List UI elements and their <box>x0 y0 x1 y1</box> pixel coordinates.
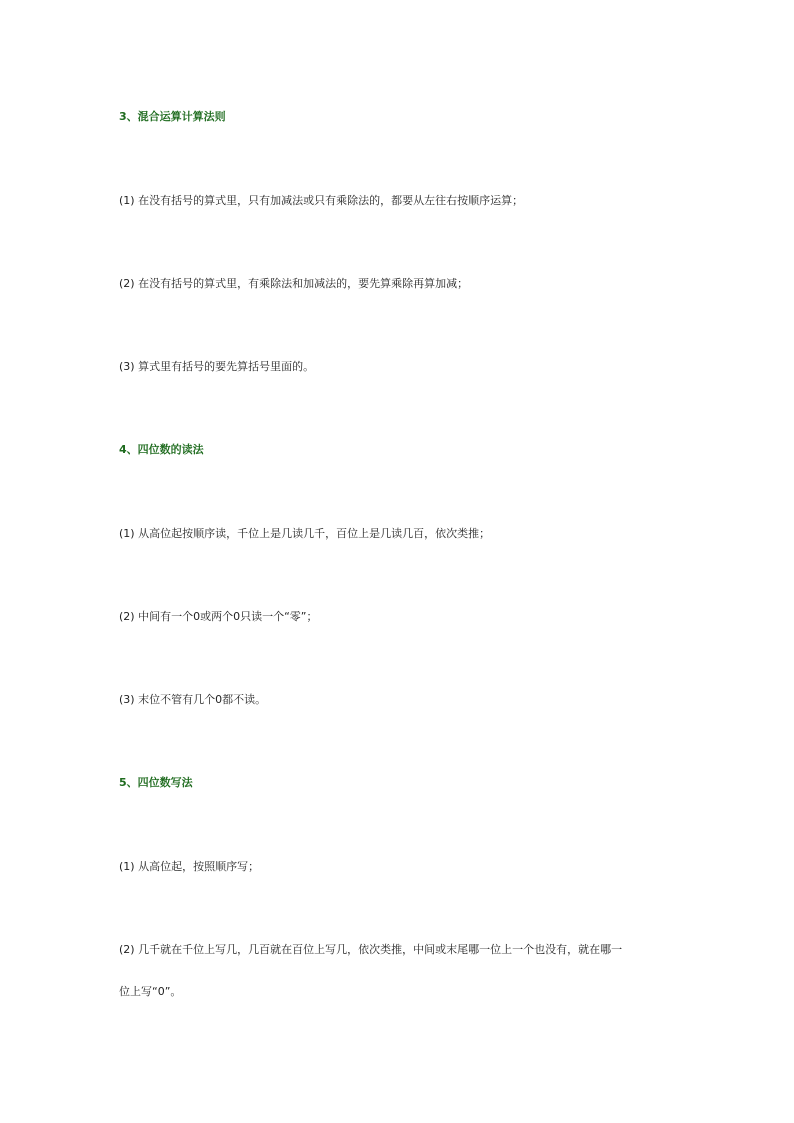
section-3-heading: 3、混合运算计算法则 <box>119 110 226 123</box>
section-5-item-2: (2) 几千就在千位上写几，几百就在百位上写几，依次类推，中间或末尾哪一位上一个也没有，就在哪一 <box>119 943 623 956</box>
section-4-item-2: (2) 中间有一个0或两个0只读一个“零”； <box>119 610 318 623</box>
section-3-item-3: (3) 算式里有括号的要先算括号里面的。 <box>119 360 315 373</box>
section-3-item-2: (2) 在没有括号的算式里，有乘除法和加减法的，要先算乘除再算加减； <box>119 277 469 290</box>
section-3-item-1: (1) 在没有括号的算式里，只有加减法或只有乘除法的，都要从左往右按顺序运算； <box>119 194 524 207</box>
section-4-item-1: (1) 从高位起按顺序读，千位上是几读几千，百位上是几读几百，依次类推； <box>119 527 491 540</box>
section-4-item-3: (3) 末位不管有几个0都不读。 <box>119 693 267 706</box>
section-5-item-1: (1) 从高位起，按照顺序写； <box>119 860 260 873</box>
section-5-heading: 5、四位数写法 <box>119 776 193 789</box>
section-4-heading: 4、四位数的读法 <box>119 443 204 456</box>
section-5-item-2-continuation: 位上写“0”。 <box>119 985 182 998</box>
